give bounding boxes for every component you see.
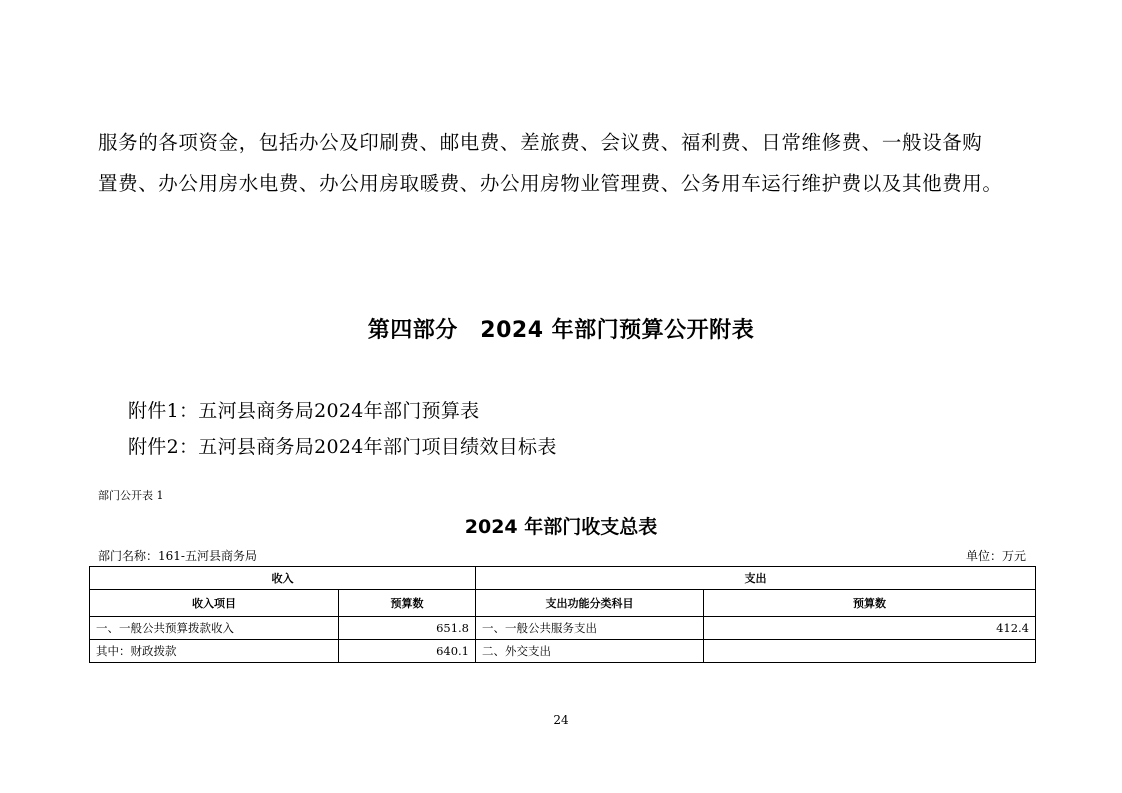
table-row <box>90 640 1036 663</box>
col-expense-item: 支出功能分类科目 <box>476 590 704 617</box>
unit-label: 单位：万元 <box>965 549 1026 563</box>
expense-header: 支出 <box>476 567 1036 590</box>
table-row <box>90 617 1036 640</box>
col-income-item: 收入项目 <box>90 590 339 617</box>
expense-amount <box>704 640 1036 663</box>
budget-summary-table <box>89 566 1036 663</box>
col-expense-amount: 预算数 <box>704 590 1036 617</box>
income-header: 收入 <box>90 567 476 590</box>
expense-item: 一、一般公共服务支出 <box>476 617 704 640</box>
section-title: 第四部分 2024 年部门预算公开附表 <box>367 318 755 343</box>
income-amount: 651.8 <box>339 617 476 640</box>
col-income-amount: 预算数 <box>339 590 476 617</box>
expense-amount: 412.4 <box>704 617 1036 640</box>
income-item: 其中：财政拨款 <box>90 640 339 663</box>
table-subheader-row <box>90 590 1036 617</box>
income-item: 一、一般公共预算拨款收入 <box>90 617 339 640</box>
income-amount: 640.1 <box>339 640 476 663</box>
table-title: 2024 年部门收支总表 <box>464 516 658 538</box>
attachment-1: 附件1：五河县商务局2024年部门预算表 <box>128 400 480 422</box>
department-name: 部门名称：161-五河县商务局 <box>98 549 257 563</box>
attachment-2: 附件2：五河县商务局2024年部门项目绩效目标表 <box>128 436 557 458</box>
paragraph-line-2: 置费、办公用房水电费、办公用房取暖费、办公用房物业管理费、公务用车运行维护费以及其他费用。 <box>98 172 1003 195</box>
table-header-row <box>90 567 1036 590</box>
expense-item: 二、外交支出 <box>476 640 704 663</box>
page-number: 24 <box>553 713 569 727</box>
table-code: 部门公开表 1 <box>98 489 164 502</box>
paragraph-line-1: 服务的各项资金，包括办公及印刷费、邮电费、差旅费、会议费、福利费、日常维修费、一般设备购 <box>98 131 983 154</box>
